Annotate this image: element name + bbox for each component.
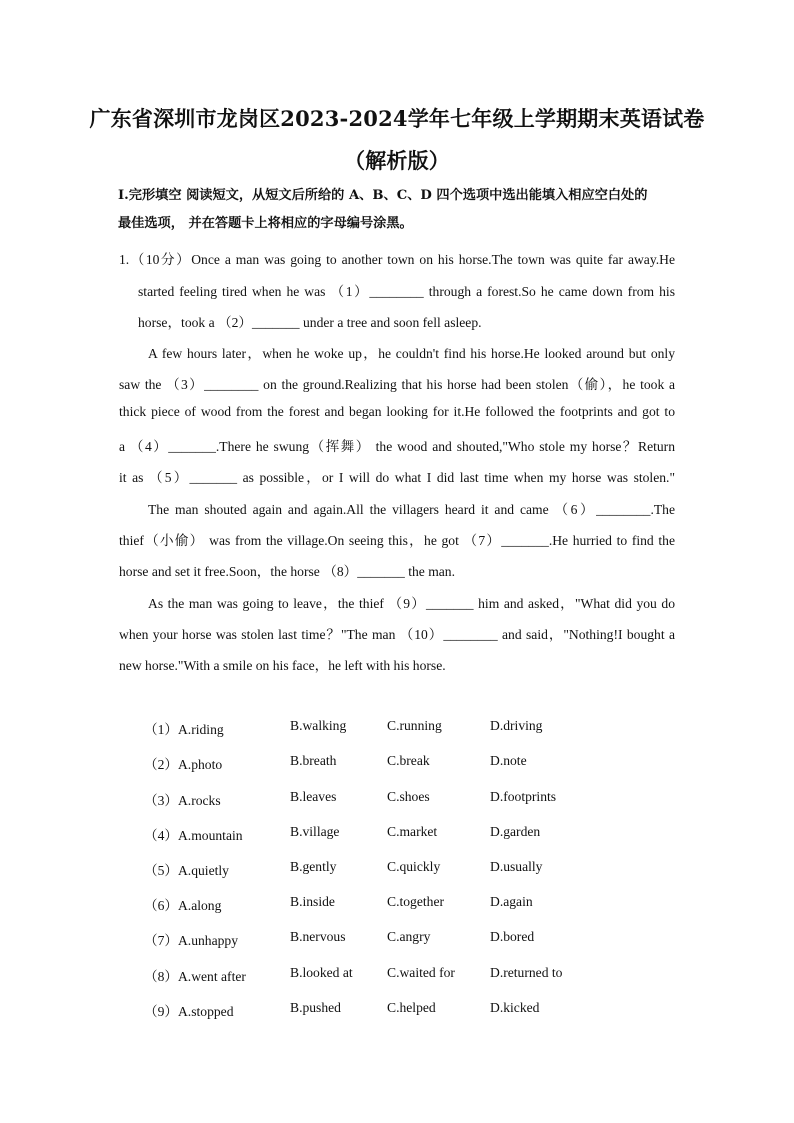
- exam-title-subtitle: （解析版）: [344, 148, 450, 173]
- option-d: D.kicked: [490, 1000, 540, 1015]
- option-row: [0, 753, 794, 773]
- option-b: B.nervous: [290, 929, 346, 944]
- option-row: [0, 965, 794, 985]
- passage-line: The man shouted again and again.All the villagers heard it and came （6）________.The: [148, 502, 675, 517]
- section-instructions: [118, 182, 678, 238]
- option-d: D.driving: [490, 718, 543, 733]
- passage-line: 1.（10分）Once a man was going to another town on his horse.The town was quite far away.He: [119, 252, 675, 267]
- option-row: [0, 894, 794, 914]
- option-d: D.usually: [490, 859, 543, 874]
- section-instruction-line: 最佳选项， 并在答题卡上将相应的字母编号涂黑。: [118, 216, 413, 231]
- passage-line: As the man was going to leave，the thief （9）_______ him and asked，"What did you do: [148, 596, 675, 611]
- option-b: B.gently: [290, 859, 337, 874]
- option-a: （1）A.riding: [144, 722, 224, 737]
- option-c: C.break: [387, 753, 430, 768]
- option-a: （8）A.went after: [144, 969, 246, 984]
- option-a: （4）A.mountain: [144, 828, 243, 843]
- passage-line: thick piece of wood from the forest and began looking for it.He followed the footprints and got to: [119, 404, 675, 419]
- option-a: （7）A.unhappy: [144, 933, 239, 948]
- passage-line: a （4）_______.There he swung（挥舞） the wood and shouted,"Who stole my horse？Return: [119, 439, 675, 454]
- option-c: C.waited for: [387, 965, 455, 980]
- option-a: （3）A.rocks: [144, 793, 221, 808]
- passage-line: when your horse was stolen last time？"The man （10）________ and said，"Nothing!I bought a: [119, 627, 675, 642]
- passage-line: thief（小偷） was from the village.On seeing this，he got （7）_______.He hurried to find the: [119, 533, 675, 548]
- option-c: C.angry: [387, 929, 431, 944]
- option-a: （5）A.quietly: [144, 863, 229, 878]
- option-row: [0, 859, 794, 879]
- option-d: D.returned to: [490, 965, 563, 980]
- option-c: C.market: [387, 824, 438, 839]
- passage-line: it as （5）_______ as possible，or I will do what I did last time when my horse was stolen.": [119, 470, 675, 485]
- option-row: [0, 718, 794, 738]
- option-a: （9）A.stopped: [144, 1004, 234, 1019]
- passage-line: horse，took a （2）_______ under a tree and soon fell asleep.: [138, 315, 482, 330]
- option-d: D.note: [490, 753, 527, 768]
- option-d: D.garden: [490, 824, 541, 839]
- option-b: B.looked at: [290, 965, 353, 980]
- option-c: C.quickly: [387, 859, 441, 874]
- option-d: D.bored: [490, 929, 535, 944]
- option-a: （6）A.along: [144, 898, 222, 913]
- passage-line: A few hours later，when he woke up，he couldn't find his horse.He looked around but only: [148, 346, 675, 361]
- passage-line: saw the （3）________ on the ground.Realizing that his horse had been stolen（偷），he took a: [119, 377, 675, 392]
- option-row: [0, 824, 794, 844]
- exam-title: 广东省深圳市龙岗区2023-2024学年七年级上学期期末英语试卷: [89, 106, 705, 131]
- option-b: B.walking: [290, 718, 347, 733]
- option-row: [0, 1000, 794, 1020]
- section-instruction-line: I.完形填空 阅读短文，从短文后所给的 A、B、C、D 四个选项中选出能填入相应空白处的: [118, 188, 648, 203]
- option-row: [0, 929, 794, 949]
- option-b: B.leaves: [290, 789, 337, 804]
- option-b: B.pushed: [290, 1000, 341, 1015]
- option-c: C.helped: [387, 1000, 436, 1015]
- option-d: D.footprints: [490, 789, 557, 804]
- option-c: C.running: [387, 718, 442, 733]
- passage-line: new horse."With a smile on his face，he left with his horse.: [119, 658, 446, 673]
- option-c: C.shoes: [387, 789, 430, 804]
- passage-line: started feeling tired when he was （1）________ through a forest.So he came down from his: [138, 284, 675, 299]
- option-b: B.village: [290, 824, 340, 839]
- option-b: B.breath: [290, 753, 337, 768]
- option-b: B.inside: [290, 894, 335, 909]
- passage-line: horse and set it free.Soon，the horse （8）_______ the man.: [119, 564, 456, 579]
- option-a: （2）A.photo: [144, 757, 223, 772]
- option-row: [0, 789, 794, 809]
- option-c: C.together: [387, 894, 445, 909]
- option-d: D.again: [490, 894, 533, 909]
